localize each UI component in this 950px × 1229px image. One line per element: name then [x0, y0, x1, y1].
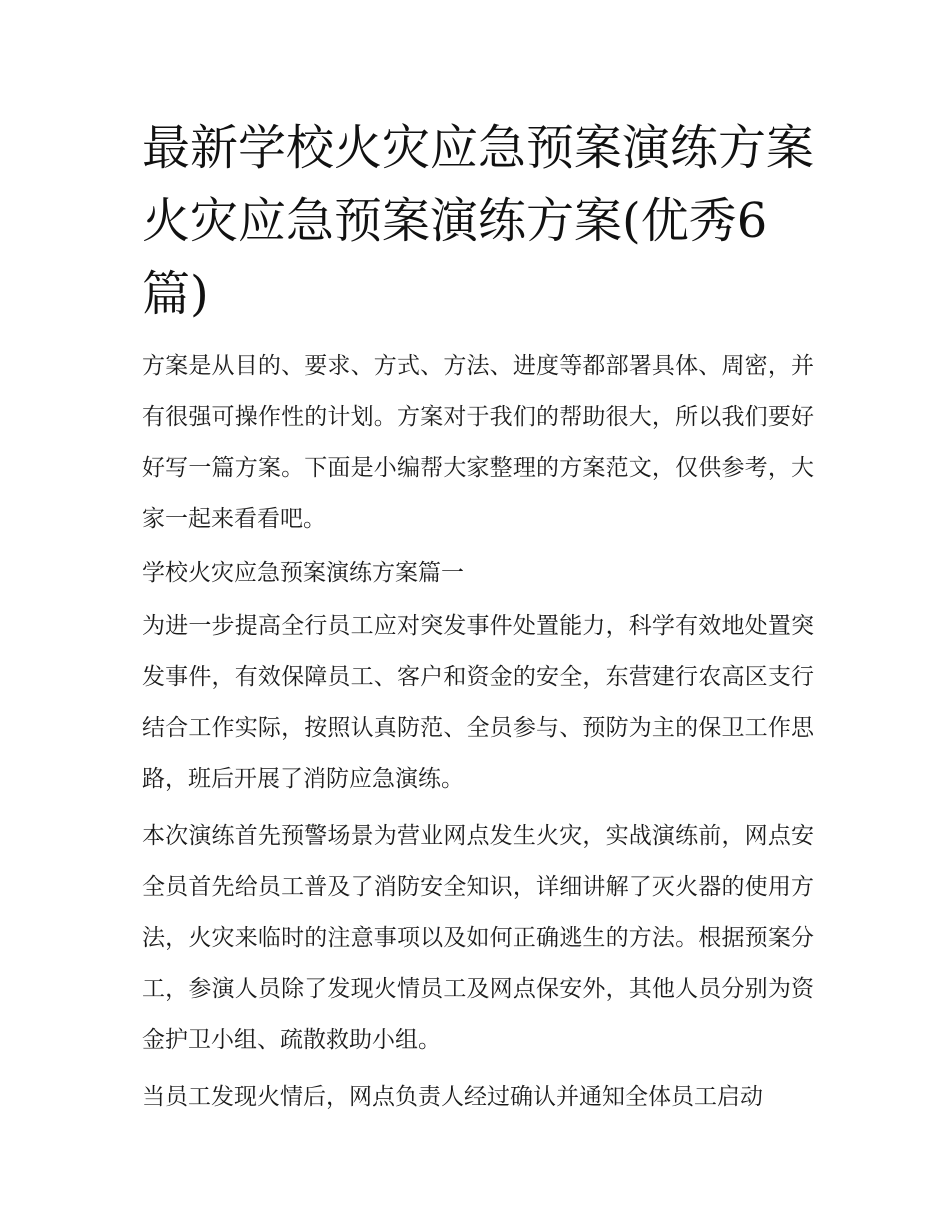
body-paragraph-2: 本次演练首先预警场景为营业网点发生火灾，实战演练前，网点安全员首先给员工普及了消防安全知识，详细讲解了灭火器的使用方法，火灾来临时的注意事项以及如何正确逃生的方法。根据预案分工，参演人员除了发现火情员工及网点保安外，其他人员分别为资金护卫小组、疏散救助小组。	[142, 823, 814, 1053]
body-paragraph-1: 为进一步提高全行员工应对突发事件处置能力，科学有效地处置突发事件，有效保障员工、客户和资金的安全，东营建行农高区支行结合工作实际，按照认真防范、全员参与、预防为主的保卫工作思路，班后开展了消防应急演练。	[142, 613, 814, 792]
section-heading: 学校火灾应急预案演练方案篇一	[142, 560, 464, 586]
intro-paragraph: 方案是从目的、要求、方式、方法、进度等都部署具体、周密，并有很强可操作性的计划。方案对于我们的帮助很大，所以我们要好好写一篇方案。下面是小编帮大家整理的方案范文，仅供参考，大家一起来看看吧。	[142, 353, 814, 532]
document-body	[142, 112, 814, 1129]
document-title: 最新学校火灾应急预案演练方案 火灾应急预案演练方案(优秀6篇)	[142, 120, 815, 322]
body-paragraph-3: 当员工发现火情后，网点负责人经过确认并通知全体员工启动	[142, 1084, 763, 1110]
